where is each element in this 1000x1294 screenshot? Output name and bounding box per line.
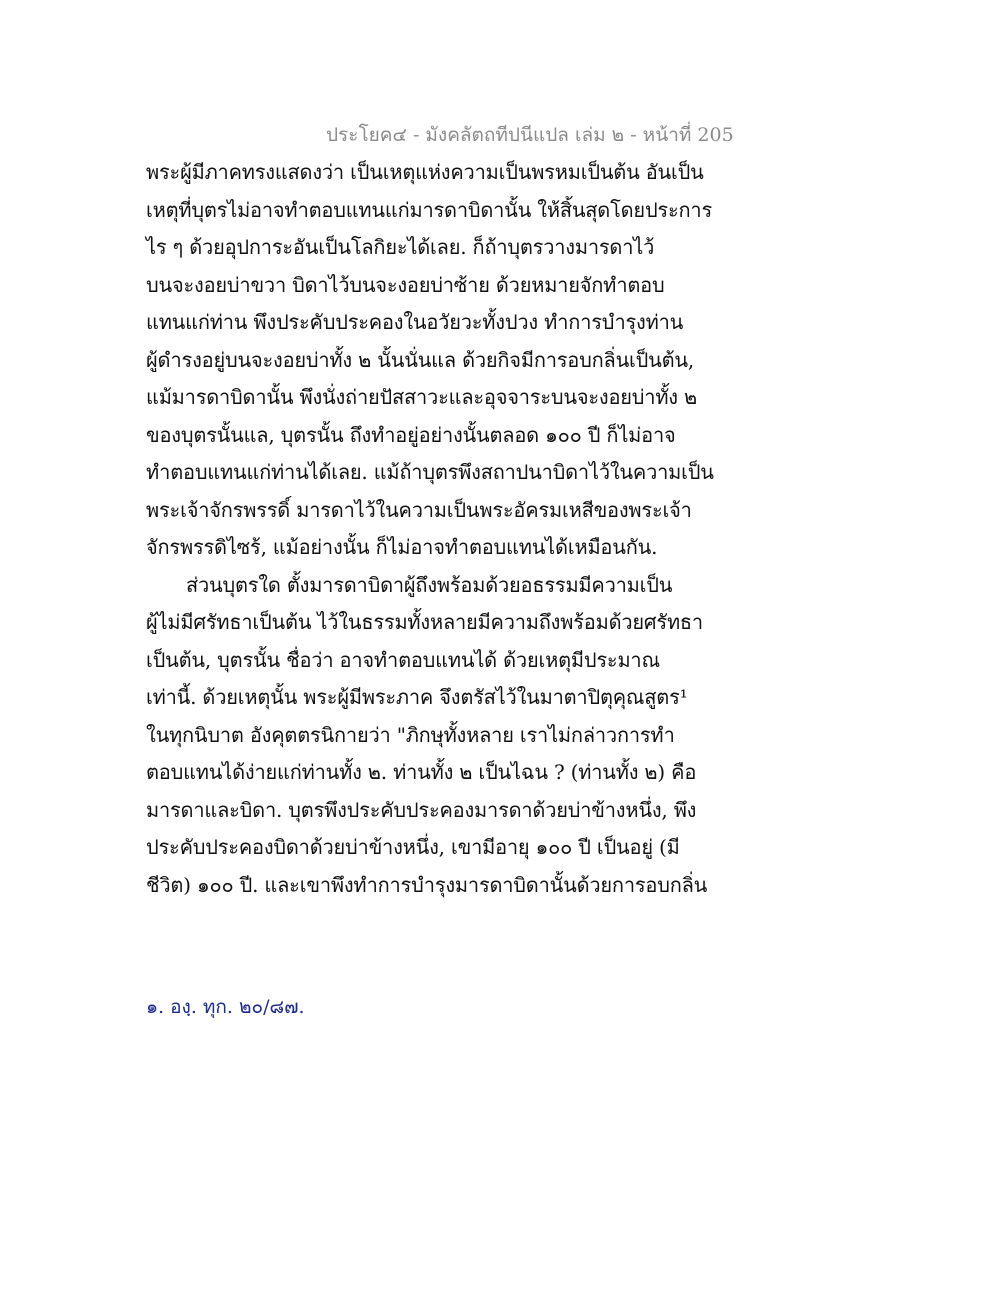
text-line: ตอบแทนได้ง่ายแก่ท่านทั้ง ๒. ท่านทั้ง ๒ เป็นไฉน ? (ท่านทั้ง ๒) คือ (146, 760, 697, 784)
text-line: ผู้ไม่มีศรัทธาเป็นต้น ไว้ในธรรมทั้งหลายมีความถึงพร้อมด้วยศรัทธา (146, 610, 703, 634)
text-line: ประคับประคองบิดาด้วยบ่าข้างหนึ่ง, เขามีอายุ ๑๐๐ ปี เป็นอยู่ (มี (146, 835, 680, 859)
body-text (146, 154, 726, 904)
text-line: ผู้ดำรงอยู่บนจะงอยบ่าทั้ง ๒ นั้นนั่นแล ด้วยกิจมีการอบกลิ่นเป็นต้น, (146, 347, 695, 372)
text-line: มารดาและบิดา. บุตรพึงประคับประคองมารดาด้วยบ่าข้างหนึ่ง, พึง (146, 797, 697, 822)
paragraph-start-line: ส่วนบุตรใด ตั้งมารดาบิดาผู้ถึงพร้อมด้วยอธรรมมีความเป็น (186, 572, 673, 597)
text-line: เหตุที่บุตรไม่อาจทำตอบแทนแก่มารดาบิดานั้น ให้สิ้นสุดโดยประการ (146, 197, 713, 222)
text-line: บนจะงอยบ่าขวา บิดาไว้บนจะงอยบ่าซ้าย ด้วยหมายจักทำตอบ (146, 272, 665, 297)
footnote: ๑. องฺ. ทุก. ๒๐/๘๗. (146, 996, 305, 1018)
text-line: ทำตอบแทนแก่ท่านได้เลย. แม้ถ้าบุตรพึงสถาปนาบิดาไว้ในความเป็น (146, 460, 714, 484)
text-line: เท่านี้. ด้วยเหตุนั้น พระผู้มีพระภาค จึงตรัสไว้ในมาตาปิตุคุณสูตร¹ (146, 685, 688, 709)
text-line: พระเจ้าจักรพรรดิ์ มารดาไว้ในความเป็นพระอัครมเหสีของพระเจ้า (146, 497, 692, 522)
text-line: แม้มารดาบิดานั้น พึงนั่งถ่ายปัสสาวะและอุจจาระบนจะงอยบ่าทั้ง ๒ (146, 385, 698, 409)
running-header: ประโยค๔ - มังคลัตถทีปนีแปล เล่ม ๒ - หน้าที่ 205 (326, 124, 734, 146)
text-line: ไร ๆ ด้วยอุปการะอันเป็นโลกิยะได้เลย. ก็ถ้าบุตรวางมารดาไว้ (146, 235, 655, 259)
text-line: ในทุกนิบาต อังคุตตรนิกายว่า "ภิกษุทั้งหลาย เราไม่กล่าวการทำ (146, 722, 675, 747)
text-line: ของบุตรนั้นแล, บุตรนั้น ถึงทำอยู่อย่างนั้นตลอด ๑๐๐ ปี ก็ไม่อาจ (146, 422, 676, 447)
text-line: จักรพรรดิไซร้, แม้อย่างนั้น ก็ไม่อาจทำตอบแทนได้เหมือนกัน. (146, 535, 658, 559)
text-line: เป็นต้น, บุตรนั้น ชื่อว่า อาจทำตอบแทนได้ ด้วยเหตุมีประมาณ (146, 647, 660, 672)
text-line: ชีวิต) ๑๐๐ ปี. และเขาพึงทำการบำรุงมารดาบิดานั้นด้วยการอบกลิ่น (146, 872, 708, 897)
text-line: แทนแก่ท่าน พึงประคับประคองในอวัยวะทั้งปวง ทำการบำรุงท่าน (146, 310, 684, 334)
text-line: พระผู้มีภาคทรงแสดงว่า เป็นเหตุแห่งความเป็นพรหมเป็นต้น อันเป็น (146, 160, 704, 184)
